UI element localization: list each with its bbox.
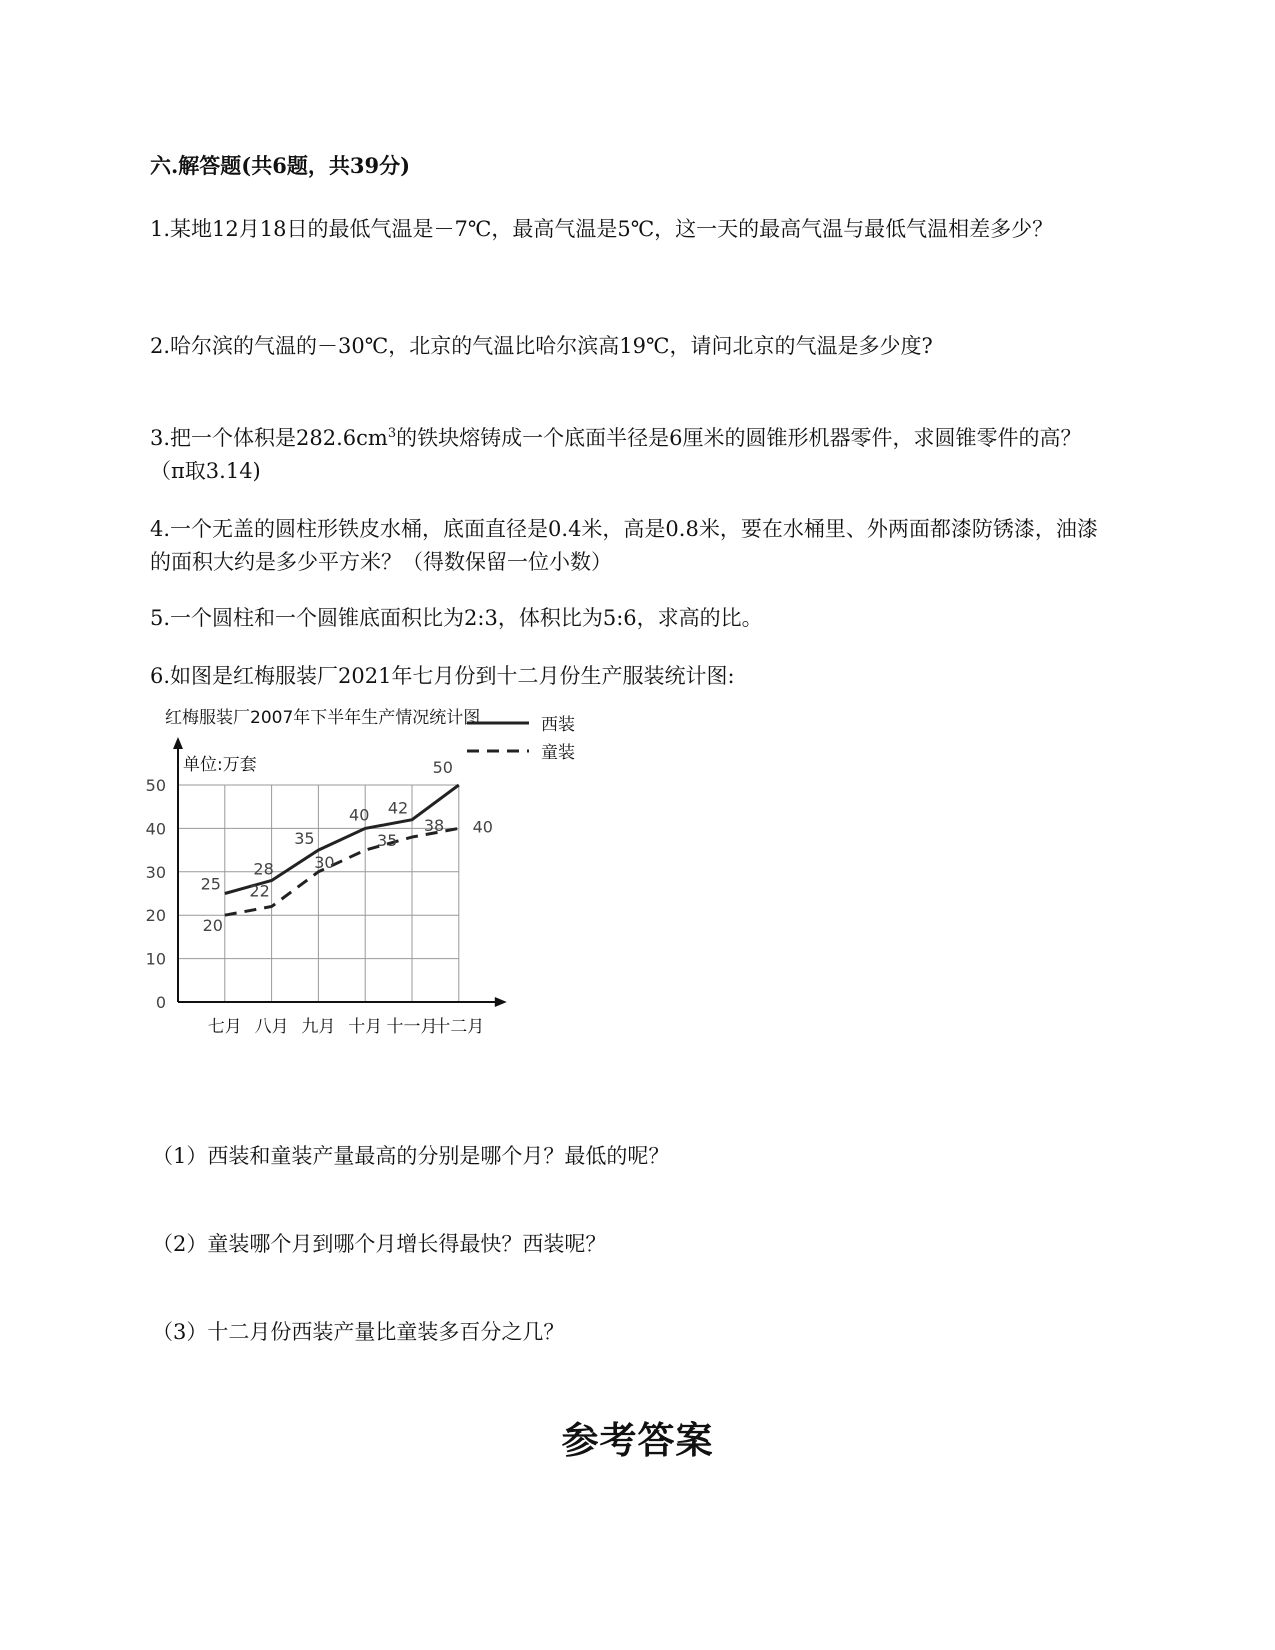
- x-axis-arrow: [495, 997, 507, 1007]
- x-tick-label: 十二月: [433, 1017, 485, 1037]
- question-5: 5.一个圆柱和一个圆锥底面积比为2:3，体积比为5:6，求高的比。: [150, 606, 763, 630]
- subquestion-1: （1）西装和童装产量最高的分别是哪个月？最低的呢？: [152, 1144, 670, 1168]
- legend-label: 童装: [541, 743, 575, 763]
- question-6: 6.如图是红梅服装厂2021年七月份到十二月份生产服装统计图:: [150, 664, 735, 688]
- x-tick-label: 十一月: [386, 1017, 438, 1037]
- answer-title: 参考答案: [561, 1418, 714, 1462]
- legend-label: 西装: [541, 715, 575, 735]
- y-tick-label: 0: [155, 993, 166, 1012]
- subquestion-3: （3）十二月份西装产量比童装多百分之几？: [152, 1320, 565, 1344]
- y-tick-label: 40: [145, 819, 166, 839]
- y-tick-label: 30: [145, 862, 166, 882]
- data-label: 28: [253, 859, 274, 879]
- x-tick-label: 七月: [207, 1017, 242, 1037]
- question-1: 1.某地12月18日的最低气温是－7℃，最高气温是5℃，这一天的最高气温与最低气温相差多少？: [150, 217, 1054, 241]
- x-tick-label: 九月: [301, 1017, 336, 1037]
- chart-title: 红梅服装厂2007年下半年生产情况统计图: [165, 708, 481, 728]
- data-label: 35: [377, 831, 398, 851]
- section-title: 六.解答题(共6题，共39分): [150, 153, 411, 178]
- question-4: 4.一个无盖的圆柱形铁皮水桶，底面直径是0.4米，高是0.8米，要在水桶里、外两面都漆防锈漆，油漆的面积大约是多少平方米？（得数保留一位小数）: [150, 517, 1098, 574]
- data-label: 40: [472, 817, 493, 837]
- y-axis-arrow: [173, 737, 183, 749]
- question-3-text-a: 3.把一个体积是282.6cm: [150, 426, 388, 450]
- x-tick-label: 十月: [348, 1017, 383, 1037]
- y-tick-label: 20: [145, 906, 166, 926]
- data-label: 42: [387, 798, 409, 818]
- data-label: 40: [349, 805, 370, 825]
- subquestion-2: （2）童装哪个月到哪个月增长得最快？西装呢？: [152, 1232, 607, 1256]
- question-3-text-b: 的铁块熔铸成一个底面半径是6厘米的圆锥形机器零件，求圆锥零件的高？（π取3.14): [150, 426, 1082, 483]
- data-label: 50: [432, 758, 453, 777]
- data-label: 38: [423, 816, 445, 836]
- y-tick-label: 10: [145, 949, 166, 969]
- superscript: 3: [387, 426, 397, 441]
- question-2: 2.哈尔滨的气温的－30℃，北京的气温比哈尔滨高19℃，请问北京的气温是多少度?: [150, 334, 933, 358]
- y-tick-label: 50: [145, 776, 166, 795]
- production-line-chart: [145, 705, 625, 1090]
- data-label: 25: [200, 874, 221, 894]
- data-label: 30: [314, 852, 335, 872]
- question-3: [150, 417, 1115, 488]
- unit-label: 单位:万套: [183, 755, 257, 775]
- x-tick-label: 八月: [254, 1017, 289, 1037]
- data-label: 20: [202, 916, 223, 936]
- data-label: 35: [294, 829, 315, 849]
- data-label: 22: [249, 881, 270, 901]
